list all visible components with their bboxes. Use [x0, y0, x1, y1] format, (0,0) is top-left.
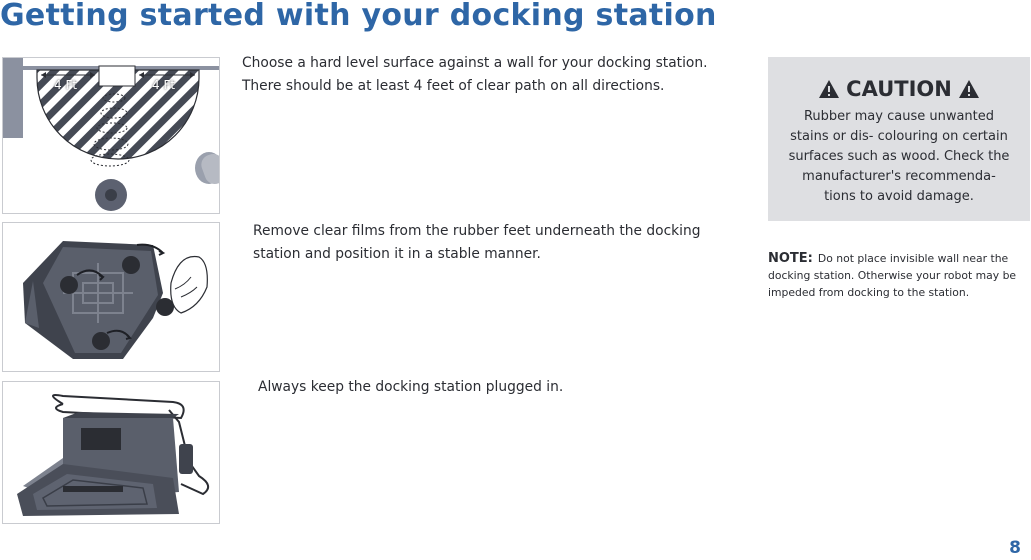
- clearance-illustration: [2, 57, 220, 214]
- page-number: 8: [1009, 538, 1021, 558]
- plugged-in-illustration: [2, 381, 220, 524]
- distance-label-right: 4 Ft: [152, 78, 176, 92]
- distance-label-left: 4 Ft: [54, 78, 78, 92]
- step-3-text: Always keep the docking station plugged in.: [258, 379, 564, 395]
- caution-text: Rubber may cause unwanted stains or dis- colouring on certain surfaces such as wood. Check the manufacturer's recommenda- tions to avoid damage.: [788, 109, 1010, 204]
- caution-box: [768, 57, 1030, 221]
- step-2-text: Remove clear films from the rubber feet underneath the docking station and position it in a stable manner.: [253, 223, 701, 262]
- caution-title: CAUTION: [846, 77, 952, 101]
- note: [768, 250, 1030, 301]
- warning-triangle-icon: [958, 79, 980, 99]
- warning-triangle-icon: [818, 79, 840, 99]
- page-title: Getting started with your docking station: [0, 0, 717, 33]
- note-text: Do not place invisible wall near the docking station. Otherwise your robot may be impeded from docking to the station.: [768, 252, 1017, 299]
- note-label: NOTE:: [768, 251, 813, 266]
- rubber-feet-illustration: [2, 222, 220, 372]
- step-1-text: Choose a hard level surface against a wall for your docking station. There should be at least 4 feet of clear path on all directions.: [242, 55, 708, 94]
